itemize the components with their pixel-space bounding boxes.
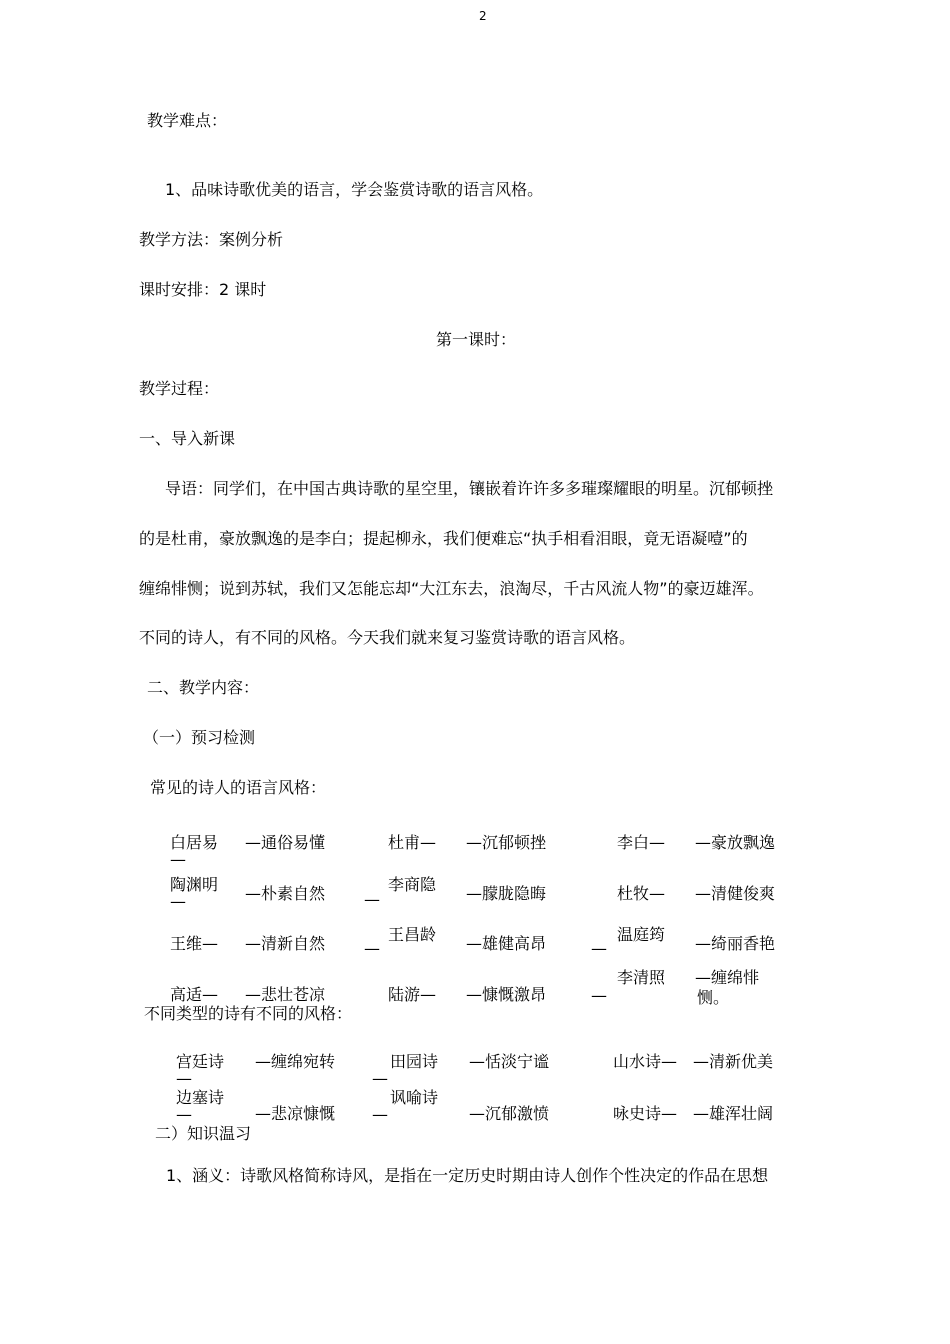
poet-name: 温庭筠 xyxy=(617,925,666,944)
intro-paragraph-line: 不同的诗人，有不同的风格。今天我们就来复习鉴赏诗歌的语言风格。 xyxy=(139,628,636,647)
class-schedule: 课时安排：2 课时 xyxy=(139,280,267,299)
type-dash: — xyxy=(176,1105,192,1124)
difficulty-heading: 教学难点： xyxy=(147,111,228,130)
difficulty-item: 1、品味诗歌优美的语言，学会鉴赏诗歌的语言风格。 xyxy=(165,180,544,199)
poet-style: —豪放飘逸 xyxy=(695,833,776,852)
subsection-preview-heading: （一）预习检测 xyxy=(143,728,256,747)
poet-name: 王昌龄 xyxy=(388,925,437,944)
poet-dash: — xyxy=(364,890,380,909)
poet-style: —绮丽香艳 xyxy=(695,934,776,953)
section-content-heading: 二、教学内容： xyxy=(147,678,260,697)
poet-dash: — xyxy=(170,892,186,911)
poet-name: 杜甫— xyxy=(388,833,437,852)
process-heading: 教学过程： xyxy=(139,379,220,398)
intro-paragraph-line: 缠绵悱恻；说到苏轼，我们又怎能忘却“大江东去，浪淘尽，千古风流人物”的豪迈雄浑。 xyxy=(139,579,764,598)
poet-style: —清新自然 xyxy=(245,934,326,953)
poet-dash: — xyxy=(591,939,607,958)
intro-paragraph-line: 的是杜甫，豪放飘逸的是李白；提起柳永，我们便难忘“执手相看泪眼，竟无语凝噎”的 xyxy=(139,529,748,548)
poet-styles-heading: 常见的诗人的语言风格： xyxy=(150,778,327,797)
section-intro-heading: 一、导入新课 xyxy=(139,429,236,448)
poet-name: 白居易 xyxy=(170,833,219,852)
definition-line: 1、涵义：诗歌风格简称诗风，是指在一定历史时期由诗人创作个性决定的作品在思想 xyxy=(166,1166,769,1185)
poet-style: —雄健高昂 xyxy=(466,934,547,953)
lesson-title: 第一课时： xyxy=(436,330,517,349)
poem-type-style: —雄浑壮阔 xyxy=(693,1104,774,1123)
type-dash: — xyxy=(372,1105,388,1124)
poet-style: —朦胧隐晦 xyxy=(466,884,547,903)
poem-type-style: —清新优美 xyxy=(693,1052,774,1071)
poem-type-style: —恬淡宁谧 xyxy=(469,1052,550,1071)
type-dash: — xyxy=(372,1069,388,1088)
poem-type-style: —悲凉慷慨 xyxy=(255,1104,336,1123)
poem-type: 讽喻诗 xyxy=(390,1088,439,1107)
poem-type: 咏史诗— xyxy=(613,1104,678,1123)
poet-name: 李清照 xyxy=(617,968,666,987)
poem-type-style: —缠绵宛转 xyxy=(255,1052,336,1071)
poet-style: —朴素自然 xyxy=(245,884,326,903)
poem-type-style: —沉郁激愤 xyxy=(469,1104,550,1123)
poet-name: 高适— xyxy=(170,985,219,1004)
poet-style: —通俗易懂 xyxy=(245,833,326,852)
poet-style-continued: 恻。 xyxy=(697,988,730,1007)
page-number: 2 xyxy=(479,9,487,23)
poet-style: —悲壮苍凉 xyxy=(245,985,326,1004)
intro-paragraph-line: 导语：同学们，在中国古典诗歌的星空里，镶嵌着许许多多璀璨耀眼的明星。沉郁顿挫 xyxy=(165,479,774,498)
subsection-review-heading: 二）知识温习 xyxy=(155,1124,252,1143)
poet-style: —沉郁顿挫 xyxy=(466,833,547,852)
poet-name: 王维— xyxy=(170,934,219,953)
poet-style: —清健俊爽 xyxy=(695,884,776,903)
teaching-method: 教学方法：案例分析 xyxy=(139,230,284,249)
poem-type: 田园诗 xyxy=(390,1052,439,1071)
poet-name: 李白— xyxy=(617,833,666,852)
type-dash: — xyxy=(176,1069,192,1088)
poem-type: 宫廷诗 xyxy=(176,1052,225,1071)
poet-name: 陶渊明 xyxy=(170,875,219,894)
poet-dash: — xyxy=(364,939,380,958)
poem-type: 边塞诗 xyxy=(176,1088,225,1107)
types-heading: 不同类型的诗有不同的风格： xyxy=(144,1004,353,1023)
poet-name: 杜牧— xyxy=(617,884,666,903)
poet-dash: — xyxy=(170,850,186,869)
poet-name: 陆游— xyxy=(388,985,437,1004)
poet-name: 李商隐 xyxy=(388,875,437,894)
poem-type: 山水诗— xyxy=(613,1052,678,1071)
poet-style: —缠绵悱 xyxy=(695,968,760,987)
poet-style: —慷慨激昂 xyxy=(466,985,547,1004)
poet-dash: — xyxy=(591,986,607,1005)
